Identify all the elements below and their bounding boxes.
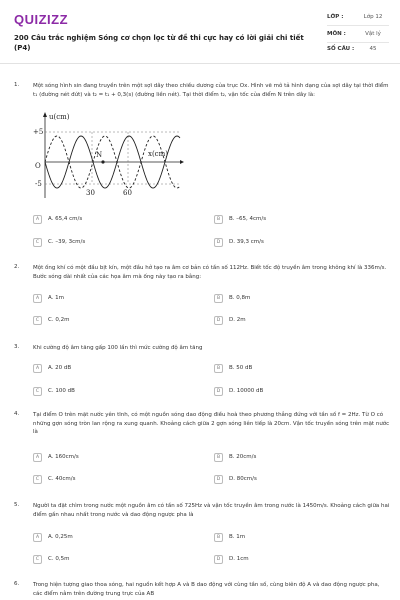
option-letter-box: D [214, 555, 223, 564]
option-text: A. 65,4 cm/s [48, 216, 83, 222]
option-text: C. –39, 3cm/s [48, 239, 86, 245]
question-number: 5. [14, 502, 20, 508]
option-text: C. 100 dB [48, 388, 75, 394]
document-title: 200 Câu trắc nghiệm Sóng cơ chọn lọc từ đề thi cực hay có lời giải chi tiết (P4) [14, 34, 304, 52]
question-text: Khi cường độ âm tăng gấp 100 lần thì mức cường độ âm tăng [33, 345, 203, 351]
option-b[interactable] [214, 291, 250, 305]
option-text: D. 39,3 cm/s [229, 239, 264, 245]
option-a[interactable] [33, 291, 64, 305]
option-a[interactable] [33, 450, 79, 464]
option-c[interactable] [33, 472, 75, 486]
option-text: B. 0,8m [229, 295, 251, 301]
meta-class-label: LỚP : [327, 14, 344, 20]
option-b[interactable] [214, 361, 252, 375]
point-n-dot [101, 160, 104, 163]
option-letter-box: A [33, 294, 42, 303]
question-number: 1. [14, 82, 20, 88]
wave-graph [30, 110, 190, 200]
option-a[interactable] [33, 530, 73, 544]
option-letter-box: A [33, 215, 42, 224]
option-text: B. 20cm/s [229, 454, 257, 460]
option-text: D. 80cm/s [229, 476, 257, 482]
option-letter-box: B [214, 294, 223, 303]
y-axis-arrow [43, 112, 47, 117]
meta-subject-label: MÔN : [327, 31, 346, 37]
option-letter-box: C [33, 238, 42, 247]
option-letter-box: A [33, 364, 42, 373]
option-letter-box: C [33, 316, 42, 325]
option-b[interactable] [214, 450, 256, 464]
question-text: Một ống khí có một đầu bịt kín, một đầu hở tạo ra âm cơ bản có tần số 112Hz. Biết tốc độ truyền âm trong không khí là 336m/s. Bước sóng dài nhất của các họa âm mà ống này tạo ra bằng: [33, 265, 387, 280]
option-letter-box: B [214, 364, 223, 373]
question-number: 6. [14, 581, 20, 587]
meta-divider [327, 42, 389, 43]
option-letter-box: D [214, 238, 223, 247]
option-d[interactable] [214, 235, 264, 249]
option-text: B. –65, 4cm/s [229, 216, 267, 222]
option-text: B. 1m [229, 534, 246, 540]
question-number: 4. [14, 411, 20, 417]
option-text: A. 0,25m [48, 534, 73, 540]
question-text: Người ta đặt chìm trong nước một nguồn âm có tần số 725Hz và vận tốc truyền âm trong nước là 1450m/s. Khoảng cách giữa hai điểm gần nhau nhất trong nước và dao động ngược pha là [33, 503, 390, 518]
option-letter-box: C [33, 387, 42, 396]
quizizz-logo: QUIZIZZ [14, 12, 69, 27]
tick-30-label: 30 [86, 189, 95, 197]
point-n-label: N [96, 151, 103, 159]
option-letter-box: A [33, 533, 42, 542]
x-axis-label: x(cm) [148, 150, 168, 158]
option-letter-box: D [214, 387, 223, 396]
question-number: 3. [14, 344, 20, 350]
y-axis-label: u(cm) [49, 113, 70, 121]
option-letter-box: B [214, 215, 223, 224]
option-b[interactable] [214, 212, 266, 226]
meta-class-value: Lớp 12 [363, 14, 383, 20]
option-d[interactable] [214, 472, 257, 486]
option-letter-box: A [33, 453, 42, 462]
option-a[interactable] [33, 361, 71, 375]
option-text: D. 1cm [229, 556, 249, 562]
option-letter-box: C [33, 555, 42, 564]
option-c[interactable] [33, 384, 75, 398]
option-c[interactable] [33, 313, 69, 327]
option-d[interactable] [214, 313, 246, 327]
option-c[interactable] [33, 552, 69, 566]
tick-60-label: 60 [123, 189, 132, 197]
option-letter-box: C [33, 475, 42, 484]
meta-count-label: SỐ CÂU : [327, 46, 355, 52]
option-text: A. 20 dB [48, 365, 72, 371]
option-letter-box: B [214, 533, 223, 542]
meta-divider [327, 25, 389, 26]
meta-subject-value: Vật lý [365, 31, 381, 37]
question-text: Một sóng hình sin đang truyền trên một sợi dây theo chiều dương của trục Ox. Hình vẽ mô tả hình dạng của sợi dây tại thời điểm t₁ (đường nét đứt) và t₂ = t₁ + 0,3(s) (đường liền nét). Tại thời điểm t₂, vận tốc của điểm N trên dây là: [33, 83, 389, 98]
option-d[interactable] [214, 384, 263, 398]
option-text: D. 10000 dB [229, 388, 264, 394]
option-b[interactable] [214, 530, 245, 544]
option-text: B. 50 dB [229, 365, 253, 371]
option-letter-box: D [214, 475, 223, 484]
option-text: D. 2m [229, 317, 246, 323]
option-a[interactable] [33, 212, 82, 226]
option-letter-box: B [214, 453, 223, 462]
option-text: C. 40cm/s [48, 476, 76, 482]
option-d[interactable] [214, 552, 249, 566]
y-min-label: -5 [35, 180, 42, 188]
question-text: Trong hiện tượng giao thoa sóng, hai nguồn kết hợp A và B dao động với cùng tần số, cùng biên độ A và dao động ngược pha, các điểm nằm trên đường trung trực của AB [33, 582, 380, 597]
document-header [0, 0, 400, 64]
origin-label: O [35, 162, 41, 170]
option-c[interactable] [33, 235, 85, 249]
option-letter-box: D [214, 316, 223, 325]
option-text: A. 1m [48, 295, 65, 301]
meta-count-value: 45 [369, 46, 377, 52]
option-text: A. 160cm/s [48, 454, 79, 460]
option-text: C. 0,2m [48, 317, 70, 323]
question-number: 2. [14, 264, 20, 270]
option-text: C. 0,5m [48, 556, 70, 562]
question-text: Tại điểm O trên mặt nước yên tĩnh, có một nguồn sóng dao động điều hoà theo phương thẳng đứng với tần số f = 2Hz. Từ O có những gợn sóng tròn lan rộng ra xung quanh. Khoảng cách giữa 2 gợn sóng liên tiếp là 20cm. Vận tốc truyền sóng trên mặt nước là [33, 412, 390, 435]
y-max-label: +5 [33, 128, 44, 136]
x-axis-arrow [180, 160, 184, 164]
